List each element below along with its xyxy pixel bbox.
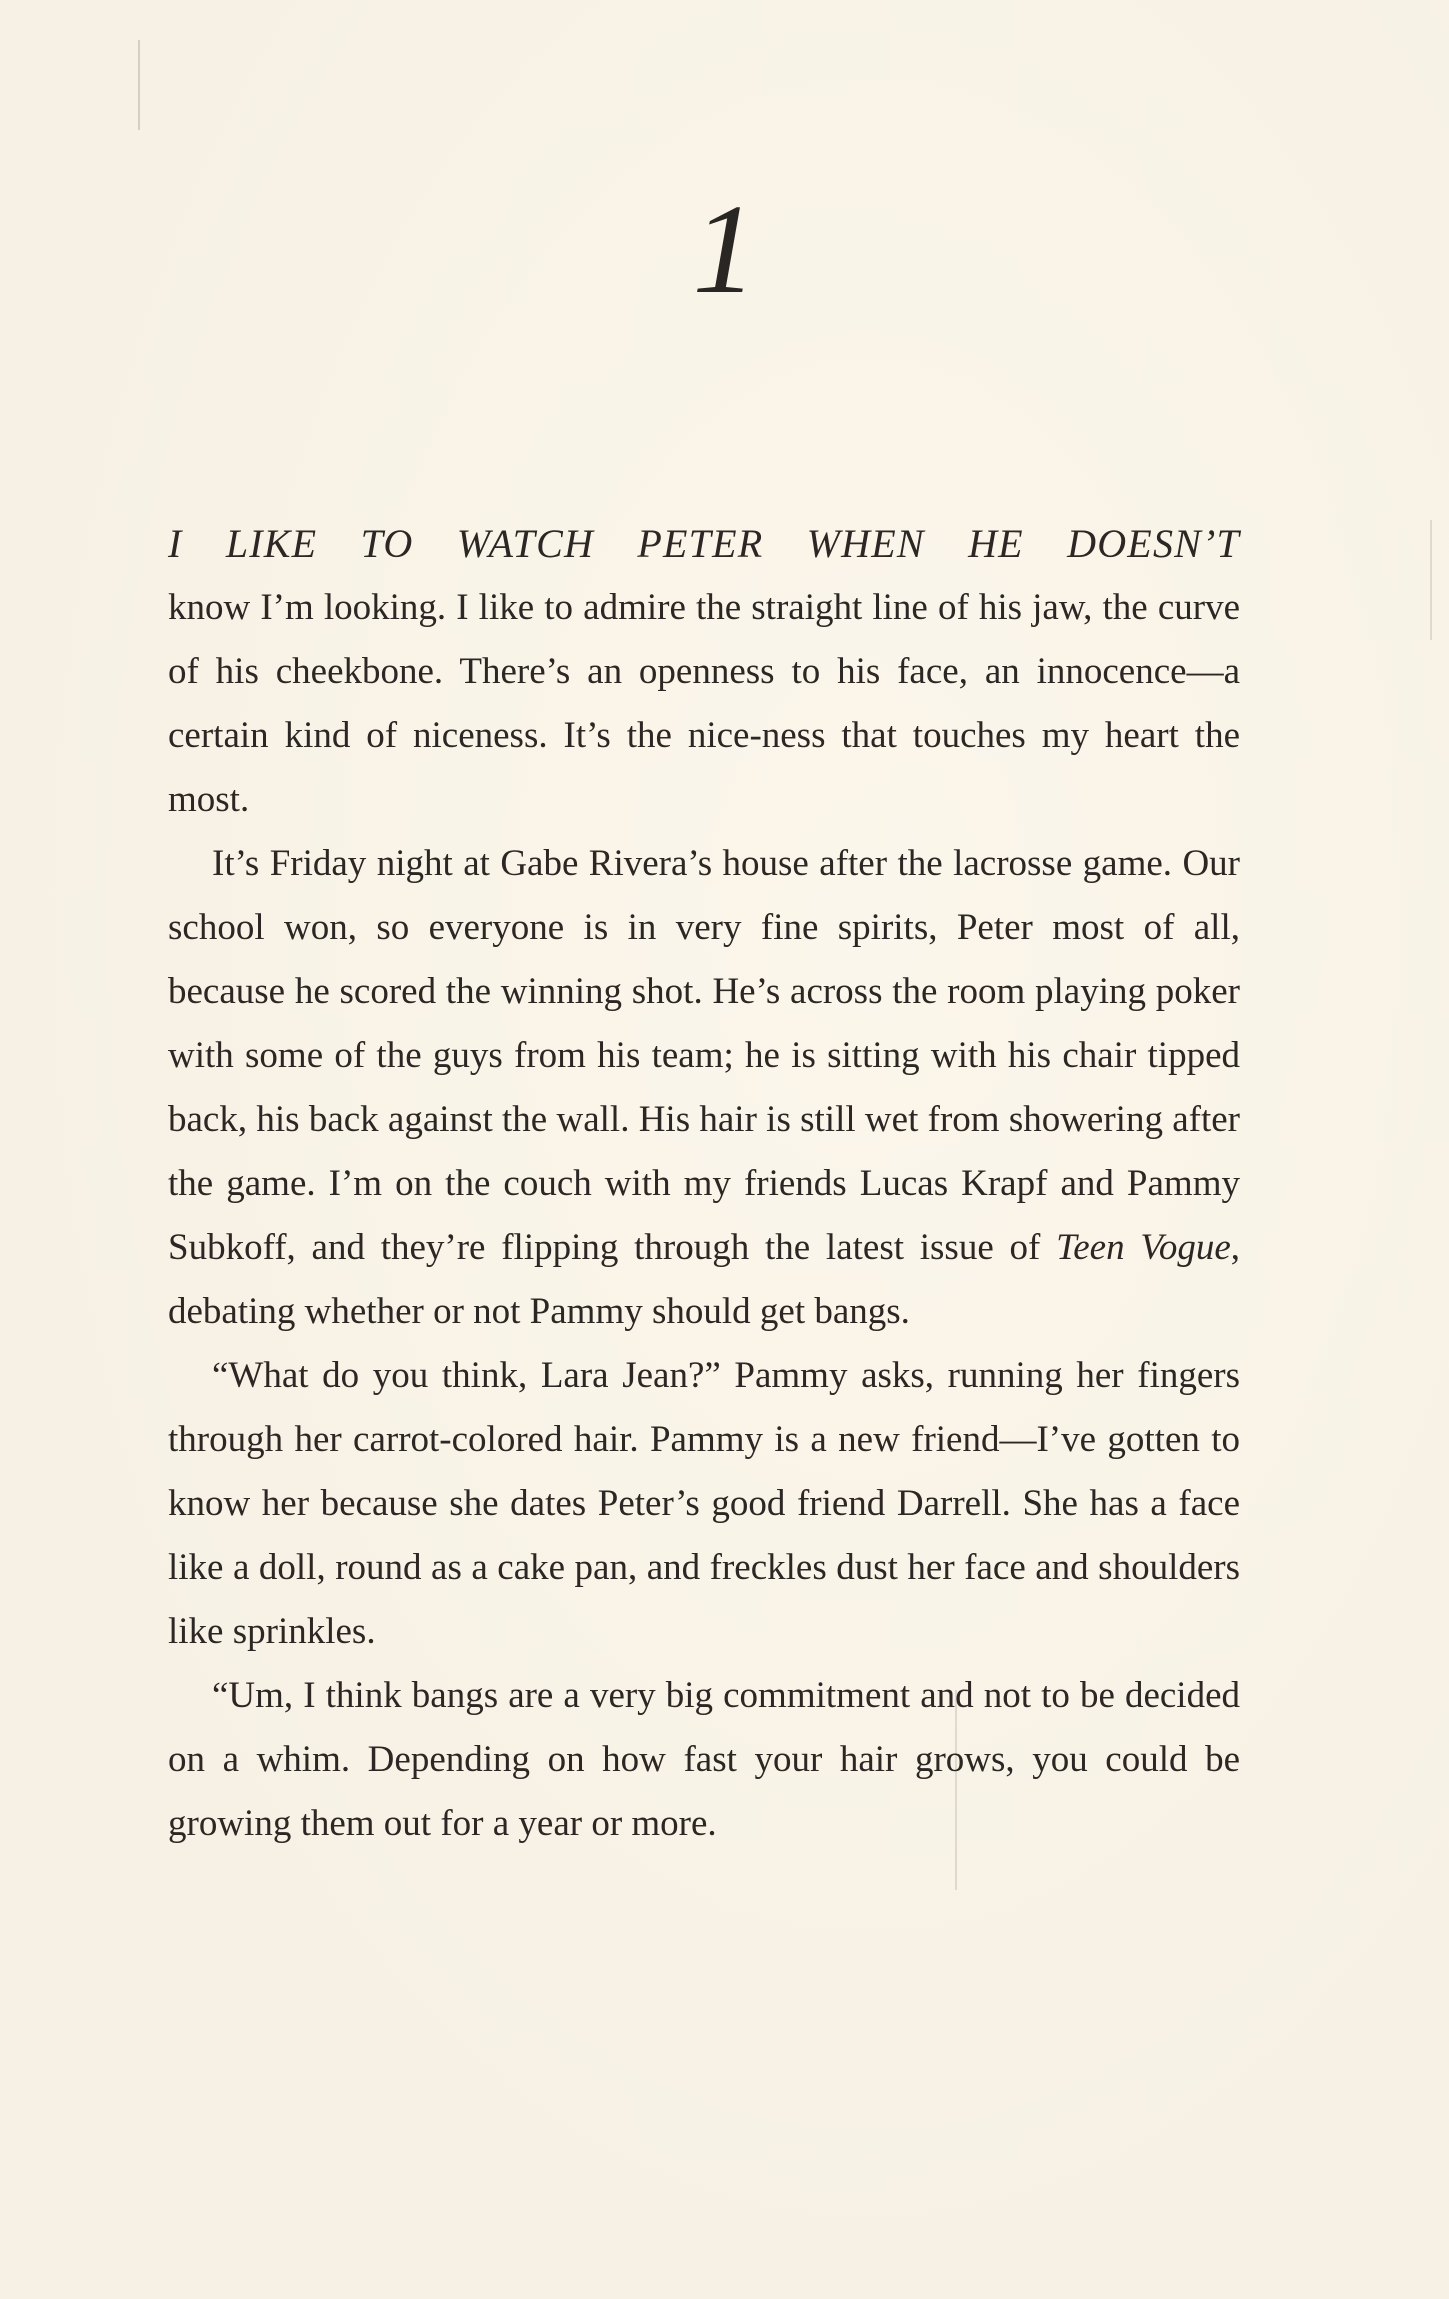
paragraph-1-text: know I’m looking. I like to admire the straight line of his jaw, the curve of his cheekbone. There’s an openness to his face, an innocence—a certain kind of niceness. It’s the nice-ness that touches my heart the most. [168,587,1240,820]
paragraph-1 [168,512,1240,832]
magazine-title: Teen Vogue [1056,1227,1231,1268]
page-crease-mark [1430,520,1432,640]
paragraph-2-text-before: It’s Friday night at Gabe Rivera’s house after the lacrosse game. Our school won, so everyone is in very fine spirits, Peter most of all, because he scored the winning shot. He’s across the room playing poker with some of the guys from his team; he is sitting with his chair tipped back, his back against the wall. His hair is still wet from showering after the game. I’m on the couch with my friends Lucas Krapf and Pammy Subkoff, and they’re flipping through the latest issue of [168,843,1240,1268]
paragraph-2-text-after: , debating whether or not Pammy should get bangs. [168,1227,1241,1332]
paragraph-3: “What do you think, Lara Jean?” Pammy asks, running her fingers through her carrot-colored hair. Pammy is a new friend—I’ve gotten to know her because she dates Peter’s good friend Darrell. She has a face like a doll, round as a cake pan, and freckles dust her face and shoulders like sprinkles. [168,1355,1240,1652]
chapter-number: 1 [692,178,757,320]
paragraph-4: “Um, I think bangs are a very big commitment and not to be decided on a whim. Depending on how fast your hair grows, you could be growing them out for a year or more. [168,1675,1240,1844]
paragraph-2 [168,832,1240,1344]
chapter-body [168,512,1240,1856]
page-crease-mark [138,40,140,130]
opening-small-caps: I LIKE TO WATCH PETER WHEN HE DOESN’T [168,521,1240,566]
